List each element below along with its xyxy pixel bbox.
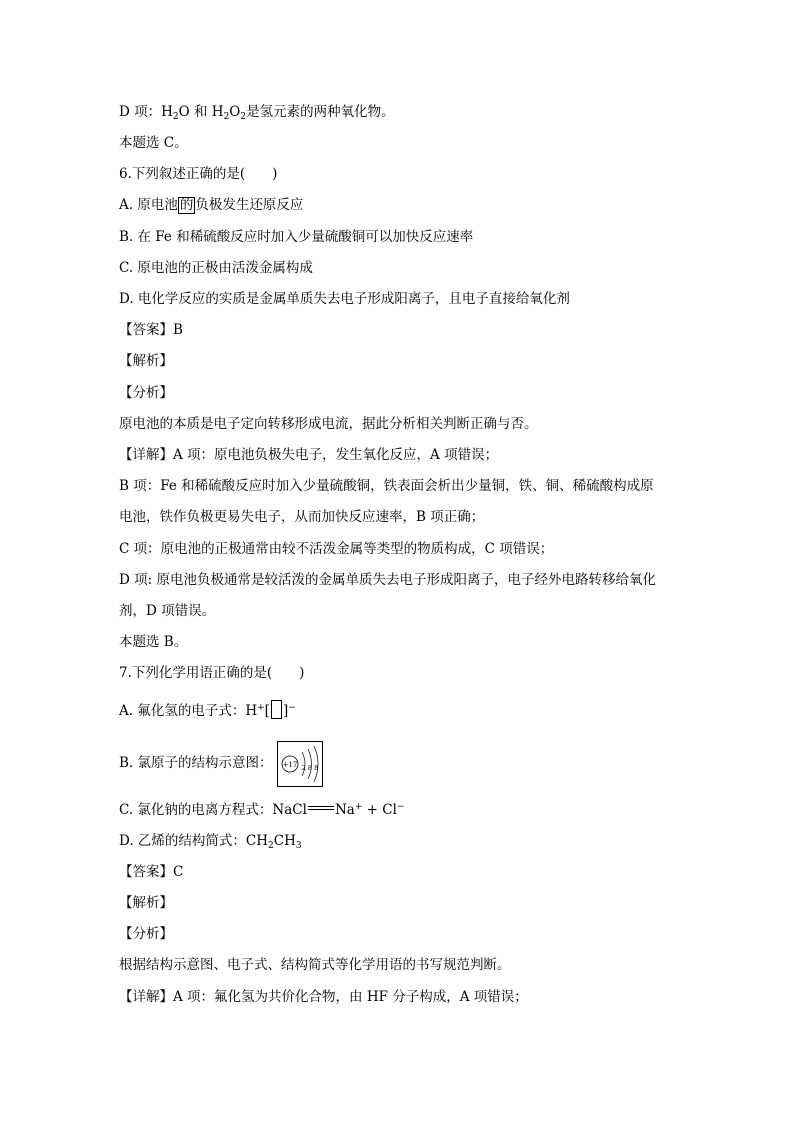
q5-option-d-explanation (119, 102, 689, 122)
subscript: 2 (268, 841, 274, 851)
q7-option-b (119, 740, 689, 786)
text-segment: 是氢元素的两种氧化物。 (246, 104, 395, 120)
superscript: + (257, 703, 265, 713)
subscript: 2 (240, 112, 247, 122)
text-segment: D 项：H (119, 104, 173, 120)
equals-sign (308, 804, 334, 812)
text-segment: O 和 H (178, 104, 224, 120)
q7-analysis-heading: 【解析】 (119, 895, 173, 911)
text-segment: A. 氟化氢的电子式：H (119, 703, 258, 719)
atom-diagram-svg (278, 742, 322, 786)
nucleus-label: +17 (282, 760, 297, 769)
q5-conclusion: 本题选 C。 (119, 135, 188, 151)
q7-fenxi-text: 根据结构示意图、电子式、结构简式等化学用语的书写规范判断。 (119, 957, 511, 973)
q7-option-a: A. 氟化氢的电子式：H+[ ]− (119, 700, 689, 721)
q7-fenxi-heading: 【分析】 (119, 926, 173, 942)
subscript: 2 (172, 112, 179, 122)
text-segment: Na (334, 802, 355, 818)
superscript: + (354, 802, 363, 812)
text-segment: C. 氯化钠的电离方程式：NaCl (119, 802, 307, 818)
q7-answer: 【答案】C (119, 864, 184, 880)
superscript: − (396, 802, 405, 812)
boxed-character: 的 (179, 197, 194, 213)
q6-answer: 【答案】B (119, 322, 183, 338)
subscript: 3 (295, 841, 302, 851)
text-segment: 负极发生还原反应 (195, 197, 304, 213)
q6-detail-b-line1: B 项：Fe 和稀硫酸反应时加入少量硫酸铜，铁表面会析出少量铜，铁、铜、稀硫酸构成原 (119, 478, 654, 494)
q7-detail-a: 【详解】A 项：氟化氢为共价化合物，由 HF 分子构成，A 项错误； (119, 989, 528, 1005)
q6-analysis-heading: 【解析】 (119, 353, 173, 369)
superscript: − (288, 703, 296, 713)
text-segment: CH (273, 833, 296, 849)
q7-option-d (119, 831, 689, 851)
text-segment: D. 乙烯的结构简式：CH (119, 833, 269, 849)
q6-option-a (119, 195, 689, 215)
q6-detail-d-line2: 剂，D 项错误。 (119, 603, 216, 619)
q6-detail-b-line2: 电池，铁作负极更易失电子，从而加快反应速率，B 项正确； (119, 509, 485, 525)
q6-option-b: B. 在 Fe 和稀硫酸反应时加入少量硫酸铜可以加快反应速率 (119, 229, 474, 245)
shell-electron-counts: 2 8 8 (301, 763, 318, 772)
q6-detail-a: 【详解】A 项：原电池负极失电子，发生氧化反应，A 项错误； (119, 447, 499, 463)
q6-fenxi-heading: 【分析】 (119, 385, 173, 401)
q6-stem: 6.下列叙述正确的是( ) (119, 166, 278, 182)
q6-conclusion: 本题选 B。 (119, 634, 188, 650)
q6-option-d: D. 电化学反应的实质是金属单质失去电子形成阳离子，且电子直接给氧化剂 (119, 291, 570, 307)
q7-stem: 7.下列化学用语正确的是( ) (119, 665, 305, 681)
q7-option-c (119, 800, 689, 820)
q6-detail-d-line1: D 项: 原电池负极通常是较活泼的金属单质失去电子形成阳离子，电子经外电路转移给氧化 (119, 572, 656, 588)
text-segment: + Cl (362, 802, 397, 818)
q6-detail-c: C 项：原电池的正极通常由较不活泼金属等类型的物质构成，C 项错误； (119, 541, 554, 557)
text-segment: O (229, 104, 241, 120)
chlorine-atom-structure-diagram (277, 741, 323, 787)
electron-dot-box (271, 700, 282, 719)
q6-fenxi-text: 原电池的本质是电子定向转移形成电流，据此分析相关判断正确与否。 (119, 416, 538, 432)
text-segment: B. 氯原子的结构示意图： (119, 755, 273, 771)
q6-option-c: C. 原电池的正极由活泼金属构成 (119, 260, 313, 276)
text-segment: ] (282, 703, 289, 719)
subscript: 2 (223, 112, 230, 122)
text-segment: A. 原电池 (119, 197, 178, 213)
